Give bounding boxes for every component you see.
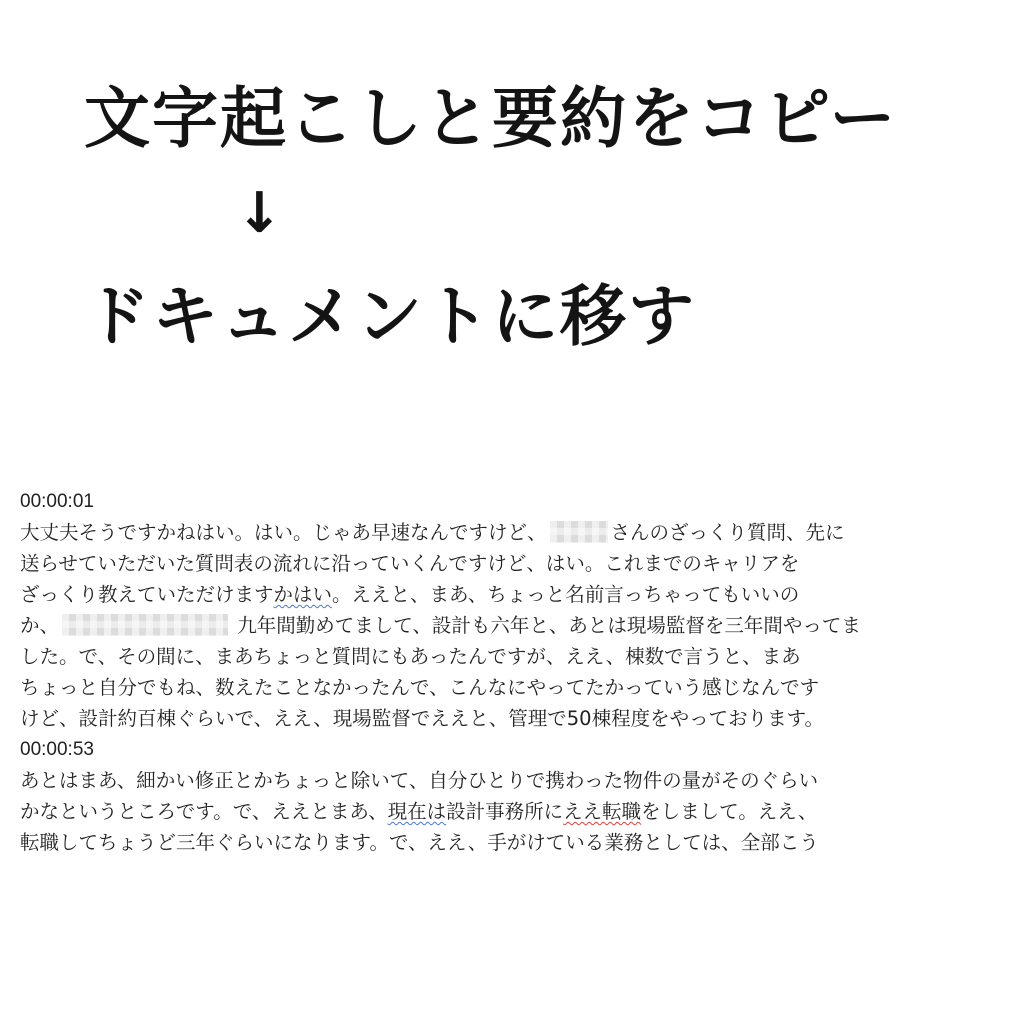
transcript-line: けど、設計約百棟ぐらいで、ええ、現場監督でええと、管理で50棟程度をやっております。	[20, 707, 825, 730]
redacted-company	[62, 614, 228, 636]
down-arrow-icon: ↓	[236, 181, 283, 246]
redacted-name	[550, 521, 608, 543]
timestamp: 00:00:01	[20, 491, 94, 512]
transcript-line: か、 九年間勤めてまして、設計も六年と、あとは現場監督を三年間やってま	[20, 614, 861, 637]
transcript-line: 送らせていただいた質問表の流れに沿っていくんですけど、はい。これまでのキャリアを	[20, 552, 800, 575]
document-body[interactable]	[20, 486, 1020, 874]
transcript-line: 転職してちょうど三年ぐらいになります。で、ええ、手がけている業務としては、全部こう	[20, 831, 819, 854]
grammar-suggestion[interactable]: 現在は	[387, 800, 447, 823]
cropped-bottom-area	[0, 868, 1024, 1024]
transcript-line: ざっくり教えていただけますかはい。ええと、まあ、ちょっと名前言っちゃってもいいの	[20, 583, 800, 606]
transcript-line: ちょっと自分でもね、数えたことなかったんで、こんなにやってたかっていう感じなんです	[20, 676, 820, 699]
spelling-suggestion[interactable]: ええ転職	[563, 800, 642, 823]
transcript-line: した。で、その間に、まあちょっと質問にもあったんですが、ええ、棟数で言うと、まあ	[20, 645, 801, 668]
headline-copy-transcript: 文字起こしと要約をコピー	[84, 80, 898, 157]
transcript-line: 大丈夫そうですかねはい。はい。じゃあ早速なんですけど、 さんのざっくり質問、先に	[20, 521, 845, 544]
grammar-suggestion[interactable]: かはい	[273, 583, 333, 606]
transcript-line: かなというところです。で、ええとまあ、現在は設計事務所にええ転職をしまして。ええ、	[20, 800, 818, 823]
transcript-line: あとはまあ、細かい修正とかちょっと除いて、自分ひとりで携わった物件の量がそのぐらい	[20, 769, 819, 792]
headline-move-to-document: ドキュメントに移す	[84, 278, 696, 355]
timestamp: 00:00:53	[20, 739, 94, 760]
